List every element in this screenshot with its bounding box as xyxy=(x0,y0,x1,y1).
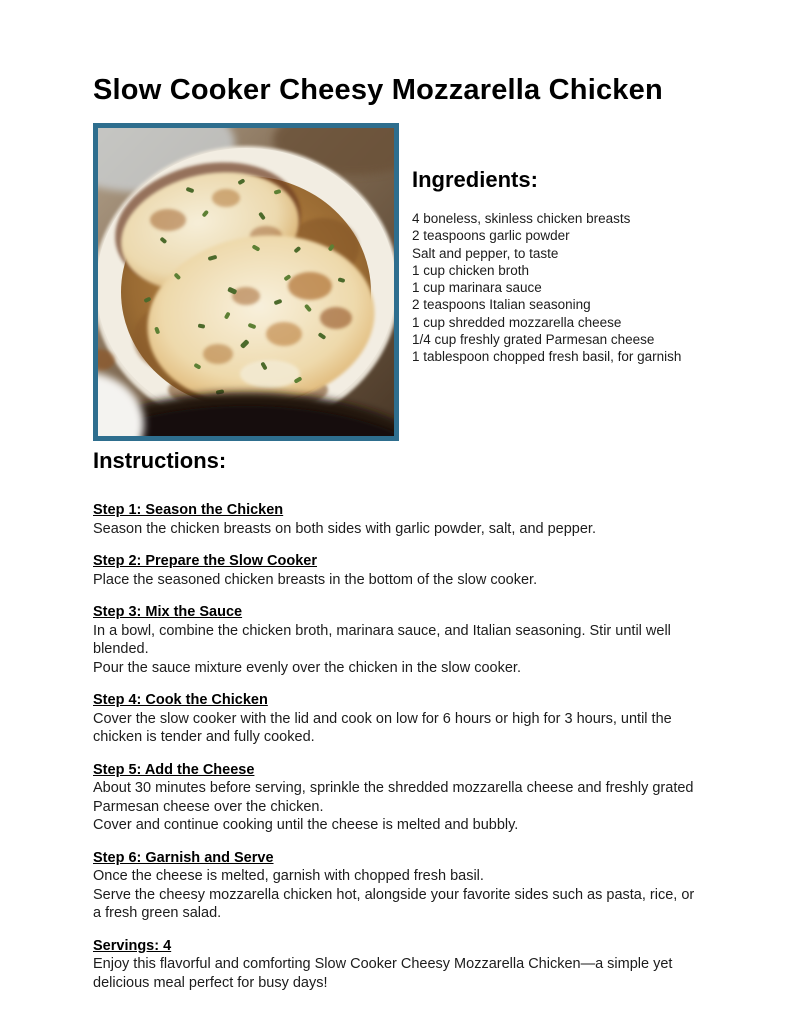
ingredients-heading: Ingredients: xyxy=(412,167,538,192)
ingredients-list xyxy=(412,210,681,366)
step-block-3 xyxy=(93,603,705,677)
ingredient-item: 1/4 cup freshly grated Parmesan cheese xyxy=(412,332,655,348)
ingredient-item: 1 tablespoon chopped fresh basil, for garnish xyxy=(412,349,682,365)
servings-block xyxy=(93,937,705,993)
step-6-text: Once the cheese is melted, garnish with chopped fresh basil. xyxy=(93,868,484,884)
step-2-title: Step 2: Prepare the Slow Cooker xyxy=(93,553,318,569)
step-block-1 xyxy=(93,501,705,538)
step-1-text: Season the chicken breasts on both sides with garlic powder, salt, and pepper. xyxy=(93,520,596,537)
step-1-title: Step 1: Season the Chicken xyxy=(93,502,284,518)
ingredients-section xyxy=(412,123,681,366)
instructions-heading: Instructions: xyxy=(93,448,227,473)
step-3-title: Step 3: Mix the Sauce xyxy=(93,604,243,620)
step-4-text: Cover the slow cooker with the lid and cook on low for 6 hours or high for 3 hours, until the chicken is tender and fully cooked. xyxy=(93,710,672,745)
recipe-photo-illustration xyxy=(98,128,394,436)
ingredient-item: 1 cup marinara sauce xyxy=(412,280,542,296)
ingredient-item: Salt and pepper, to taste xyxy=(412,245,559,261)
ingredient-item: 1 cup chicken broth xyxy=(412,262,530,278)
page-title: Slow Cooker Cheesy Mozzarella Chicken xyxy=(93,74,663,106)
servings-title: Servings: 4 xyxy=(93,937,172,954)
ingredient-item: 2 teaspoons garlic powder xyxy=(412,228,570,244)
instructions-steps xyxy=(93,501,705,992)
step-5-text: Cover and continue cooking until the cheese is melted and bubbly. xyxy=(93,817,519,833)
servings-text: Enjoy this flavorful and comforting Slow Cooker Cheesy Mozzarella Chicken—a simple yet delicious meal perfect for busy days! xyxy=(93,956,673,991)
step-block-2 xyxy=(93,552,705,589)
step-block-4 xyxy=(93,691,705,747)
step-5-text: About 30 minutes before serving, sprinkle the shredded mozzarella cheese and freshly grated Parmesan cheese over the chicken. xyxy=(93,780,694,815)
recipe-photo xyxy=(93,123,399,441)
step-6-text: Serve the cheesy mozzarella chicken hot, alongside your favorite sides such as pasta, rice, or a fresh green salad. xyxy=(93,886,695,921)
step-3-text: In a bowl, combine the chicken broth, marinara sauce, and Italian seasoning. Stir until well blended. xyxy=(93,622,671,657)
step-2-text: Place the seasoned chicken breasts in the bottom of the slow cooker. xyxy=(93,571,538,588)
step-3-text: Pour the sauce mixture evenly over the chicken in the slow cooker. xyxy=(93,659,521,676)
ingredient-item: 2 teaspoons Italian seasoning xyxy=(412,297,591,313)
step-4-title: Step 4: Cook the Chicken xyxy=(93,692,268,708)
ingredient-item: 1 cup shredded mozzarella cheese xyxy=(412,314,622,330)
step-block-5 xyxy=(93,761,705,835)
step-5-title: Step 5: Add the Cheese xyxy=(93,761,255,778)
ingredient-item: 4 boneless, skinless chicken breasts xyxy=(412,211,631,226)
step-block-6 xyxy=(93,849,705,923)
top-section xyxy=(93,123,701,441)
step-6-title: Step 6: Garnish and Serve xyxy=(93,849,274,866)
